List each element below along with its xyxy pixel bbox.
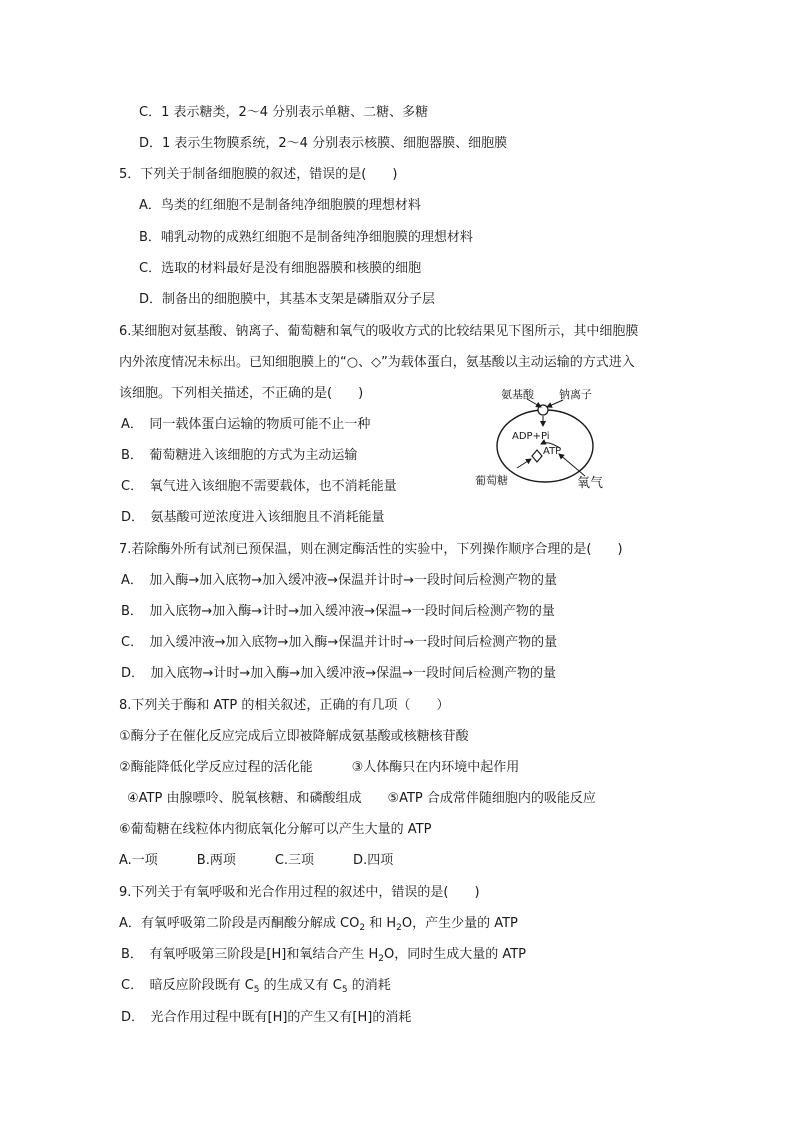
- q9-option-b: B． 有氧呼吸第三阶段是[H]和氧结合产生 $H_2O$，同时生成大量的 ATP: [121, 947, 527, 964]
- label-adp-pi: ADP+Pi: [512, 431, 550, 442]
- q5-option-a: A．鸟类的红细胞不是制备纯净细胞膜的理想材料: [139, 198, 421, 213]
- q8-statement-1: ①酶分子在催化反应完成后立即被降解成氨基酸或核糖核苷酸: [119, 729, 469, 744]
- label-oxygen: 氧气: [577, 476, 604, 491]
- q8-statement-4-5: ④ATP 由腺嘌呤、脱氧核糖、和磷酸组成 ⑤ATP 合成常伴随细胞内的吸能反应: [127, 791, 596, 806]
- label-sodium: 钠离子: [559, 388, 592, 401]
- q5-option-b: B．哺乳动物的成熟红细胞不是制备纯净细胞膜的理想材料: [139, 230, 473, 245]
- label-amino-acid: 氨基酸: [501, 388, 534, 401]
- q8-statement-6: ⑥葡萄糖在线粒体内彻底氧化分解可以产生大量的 ATP: [119, 822, 432, 837]
- q7-option-b: B． 加入底物→加入酶→计时→加入缓冲液→保温→一段时间后检测产物的量: [121, 604, 555, 619]
- q8-statement-2-3: ②酶能降低化学反应过程的活化能 ③人体酶只在内环境中起作用: [119, 760, 520, 775]
- q6-option-b: B． 葡萄糖进入该细胞的方式为主动运输: [121, 448, 358, 463]
- q6-option-d: D． 氨基酸可逆浓度进入该细胞且不消耗能量: [121, 510, 385, 525]
- q9-option-d: D． 光合作用过程中既有[H]的产生又有[H]的消耗: [121, 1010, 412, 1025]
- carrier-diamond-icon: [532, 450, 542, 462]
- q6-stem-line-2: 内外浓度情况未标出。已知细胞膜上的“○、◇”为载体蛋白，氨基酸以主动运输的方式进入: [119, 355, 635, 370]
- q6-option-c: C． 氧气进入该细胞不需要载体，也不消耗能量: [121, 479, 397, 494]
- q5-option-c: C．选取的材料最好是没有细胞器膜和核膜的细胞: [139, 261, 422, 276]
- oxygen-arrow: [559, 454, 585, 476]
- cell-transport-diagram: [467, 386, 617, 496]
- label-glucose: 葡萄糖: [475, 474, 508, 487]
- q6-option-a: A． 同一载体蛋白运输的物质可能不止一种: [121, 417, 371, 432]
- q9-option-c: C． 暗反应阶段既有 $C_5$ 的生成又有 $C_5$ 的消耗: [121, 978, 391, 995]
- q7-option-c: C． 加入缓冲液→加入底物→加入酶→保温并计时→一段时间后检测产物的量: [121, 635, 558, 650]
- q5-stem: 5．下列关于制备细胞膜的叙述，错误的是( ): [119, 167, 398, 182]
- q9-option-a: A．有氧呼吸第二阶段是丙酮酸分解成 $CO_2$ 和 $H_2O$，产生少量的 ATP: [119, 916, 518, 933]
- sodium-arrow: [547, 400, 563, 407]
- q6-stem-line-3: 该细胞。下列相关描述，不正确的是( ): [119, 386, 364, 401]
- q6-stem-line-1: 6.某细胞对氨基酸、钠离子、葡萄糖和氧气的吸收方式的比较结果见下图所示，其中细胞膜: [119, 324, 639, 339]
- q7-stem: 7.若除酶外所有试剂已预保温，则在测定酶活性的实验中，下列操作顺序合理的是( ): [119, 542, 623, 557]
- label-atp: ATP: [543, 446, 562, 457]
- q9-stem: 9.下列关于有氧呼吸和光合作用过程的叙述中，错误的是( ): [119, 885, 480, 900]
- q5-option-d: D．制备出的细胞膜中，其基本支架是磷脂双分子层: [139, 292, 436, 307]
- q7-option-d: D． 加入底物→计时→加入酶→加入缓冲液→保温→一段时间后检测产物的量: [121, 666, 556, 681]
- q8-stem: 8.下列关于酶和 ATP 的相关叙述，正确的有几项（ ）: [119, 698, 450, 713]
- q7-option-a: A． 加入酶→加入底物→加入缓冲液→保温并计时→一段时间后检测产物的量: [121, 573, 557, 588]
- q8-choices: A.一项 B.两项 C.三项 D.四项: [119, 853, 394, 868]
- q4-option-d: D．1 表示生物膜系统，2～4 分别表示核膜、细胞器膜、细胞膜: [139, 136, 508, 151]
- glucose-arrow: [517, 459, 531, 468]
- q4-option-c: C．1 表示糖类，2～4 分别表示单糖、二糖、多糖: [139, 105, 429, 120]
